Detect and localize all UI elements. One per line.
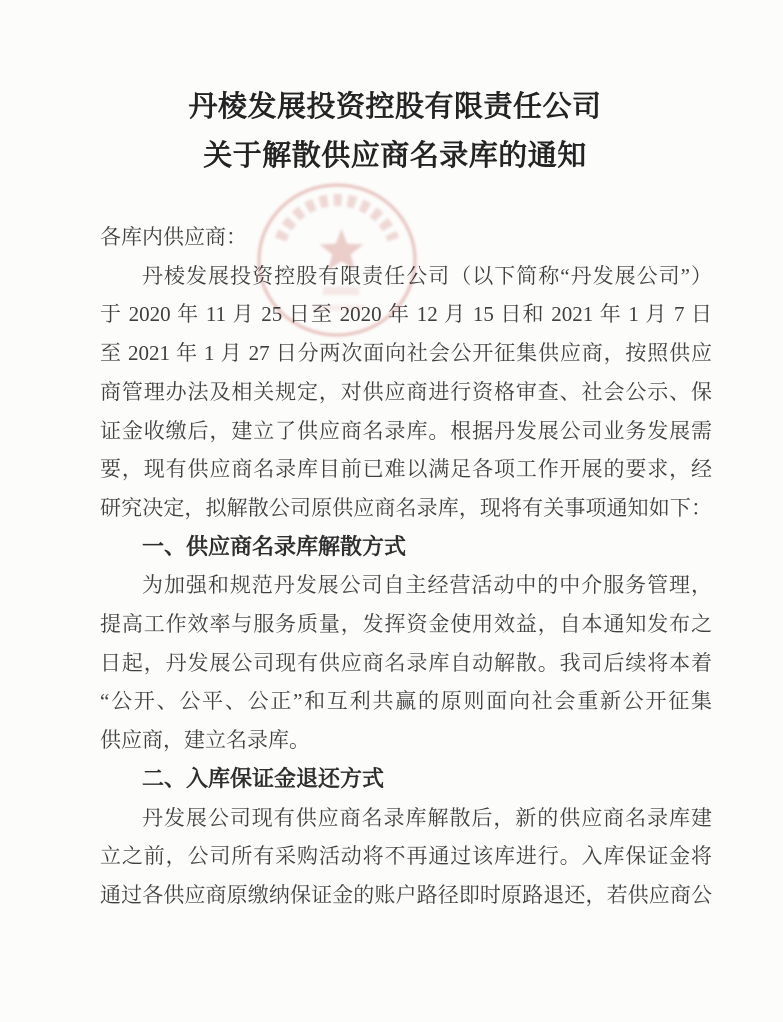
- para2-line-1: 为加强和规范丹发展公司自主经营活动中的中介服务管理，: [142, 573, 712, 598]
- section-heading-2: 二、入库保证金退还方式: [142, 765, 385, 791]
- salutation-line: 各库内供应商：: [100, 225, 247, 249]
- document-body: [100, 218, 712, 915]
- para1-line-5: 证金收缴后，建立了供应商名录库。根据丹发展公司业务发展需: [100, 418, 712, 443]
- title-line-2: 关于解散供应商名录库的通知: [203, 140, 587, 172]
- para2-line-2: 提高工作效率与服务质量，发挥资金使用效益，自本通知发布之: [100, 612, 712, 637]
- para1-line-4: 商管理办法及相关规定，对供应商进行资格审查、社会公示、保: [100, 379, 712, 404]
- para1-line-1: 丹棱发展投资控股有限责任公司（以下简称“丹发展公司”）: [142, 263, 712, 288]
- para1-line-3: 至 2021 年 1 月 27 日分两次面向社会公开征集供应商，按照供应: [100, 341, 712, 366]
- section-heading-1: 一、供应商名录库解散方式: [142, 533, 407, 559]
- para1-line-2: 于 2020 年 11 月 25 日至 2020 年 12 月 15 日和 2021 年 1 月 7 日: [100, 302, 712, 327]
- document-title: [89, 83, 701, 181]
- title-line-1: 丹棱发展投资控股有限责任公司: [188, 91, 602, 123]
- document-content: [100, 0, 712, 915]
- para2-line-4: “公开、公平、公正”和互利共赢的原则面向社会重新公开征集: [100, 689, 712, 714]
- para2-line-5: 供应商，建立名录库。: [100, 728, 310, 753]
- para1-line-6: 要，现有供应商名录库目前已难以满足各项工作开展的要求，经: [100, 457, 712, 482]
- para3-line-1: 丹发展公司现有供应商名录库解散后，新的供应商名录库建: [142, 805, 712, 830]
- para1-line-7: 研究决定，拟解散公司原供应商名录库，现将有关事项通知如下：: [100, 495, 712, 520]
- para3-line-3: 通过各供应商原缴纳保证金的账户路径即时原路退还，若供应商公: [100, 882, 712, 907]
- para2-line-3: 日起，丹发展公司现有供应商名录库自动解散。我司后续将本着: [100, 650, 712, 675]
- para3-line-2: 立之前，公司所有采购活动将不再通过该库进行。入库保证金将: [100, 844, 712, 869]
